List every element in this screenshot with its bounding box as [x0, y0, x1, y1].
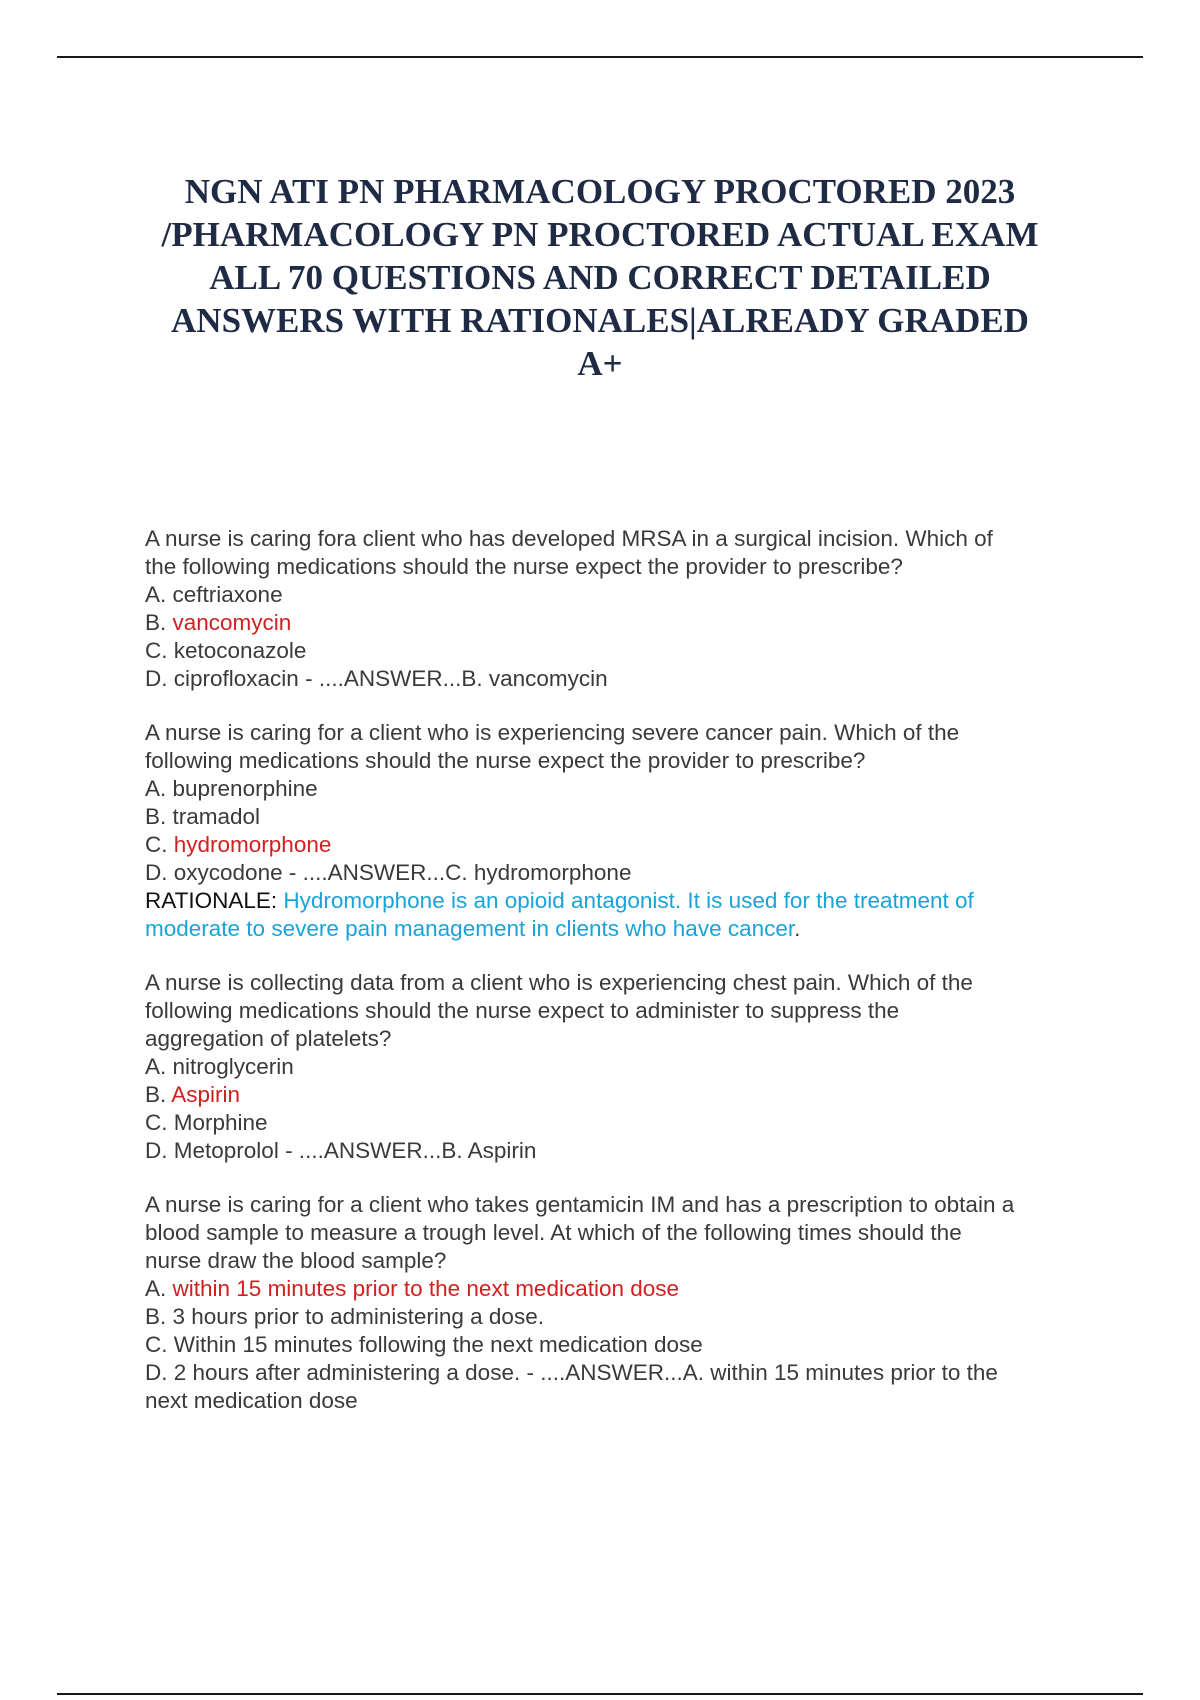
correct-answer: vancomycin	[172, 610, 292, 635]
option-b: B. vancomycin	[145, 610, 292, 635]
option-c: C. hydromorphone	[145, 832, 332, 857]
question-2	[145, 719, 1105, 943]
option-b: B. Aspirin	[145, 1082, 241, 1107]
question-stem: following medications should the nurse expect to administer to suppress the	[145, 998, 900, 1023]
option-a: A. buprenorphine	[145, 776, 318, 801]
title-line: ALL 70 QUESTIONS AND CORRECT DETAILED	[209, 258, 991, 297]
bottom-rule	[57, 1693, 1143, 1695]
correct-answer: Aspirin	[171, 1082, 241, 1107]
option-d-continuation: next medication dose	[145, 1388, 358, 1413]
rationale-text: Hydromorphone is an opioid antagonist. It is used for the treatment of	[283, 888, 974, 913]
question-3	[145, 969, 1105, 1165]
question-list	[145, 525, 1105, 1441]
option-b: B. 3 hours prior to administering a dose.	[145, 1304, 544, 1329]
option-d: D. oxycodone - ....ANSWER...C. hydromorphone	[145, 860, 632, 885]
document-title	[130, 170, 1070, 385]
question-1	[145, 525, 1105, 693]
question-stem: A nurse is caring fora client who has developed MRSA in a surgical incision. Which of	[145, 526, 993, 551]
question-stem: blood sample to measure a trough level. At which of the following times should the	[145, 1220, 962, 1245]
title-line: /PHARMACOLOGY PN PROCTORED ACTUAL EXAM	[161, 215, 1039, 254]
option-b: B. tramadol	[145, 804, 261, 829]
question-stem: A nurse is caring for a client who takes gentamicin IM and has a prescription to obtain a	[145, 1192, 1015, 1217]
title-line: NGN ATI PN PHARMACOLOGY PROCTORED 2023	[184, 172, 1016, 211]
title-line: A+	[577, 344, 623, 383]
question-stem: the following medications should the nurse expect the provider to prescribe?	[145, 554, 903, 579]
correct-answer: hydromorphone	[173, 832, 332, 857]
correct-answer: within 15 minutes prior to the next medication dose	[172, 1276, 680, 1301]
question-stem: following medications should the nurse expect the provider to prescribe?	[145, 748, 866, 773]
option-a: A. ceftriaxone	[145, 582, 283, 607]
question-stem: nurse draw the blood sample?	[145, 1248, 447, 1273]
rationale	[145, 887, 1105, 915]
question-stem: A nurse is collecting data from a client who is experiencing chest pain. Which of the	[145, 970, 973, 995]
question-stem: A nurse is caring for a client who is experiencing severe cancer pain. Which of the	[145, 720, 960, 745]
option-a: A. nitroglycerin	[145, 1054, 294, 1079]
top-rule	[57, 56, 1143, 58]
option-c: C. ketoconazole	[145, 638, 307, 663]
option-a: A. within 15 minutes prior to the next medication dose	[145, 1276, 680, 1301]
question-4	[145, 1191, 1105, 1415]
rationale: moderate to severe pain management in clients who have cancer.	[145, 916, 801, 941]
option-c: C. Morphine	[145, 1110, 268, 1135]
rationale-text: moderate to severe pain management in clients who have cancer	[145, 916, 795, 941]
option-d: D. 2 hours after administering a dose. - ....ANSWER...A. within 15 minutes prior to the	[145, 1360, 998, 1385]
option-d: D. Metoprolol - ....ANSWER...B. Aspirin	[145, 1138, 537, 1163]
rationale-label: RATIONALE:	[145, 888, 284, 913]
title-line: ANSWERS WITH RATIONALES|ALREADY GRADED	[171, 301, 1029, 340]
option-d: D. ciprofloxacin - ....ANSWER...B. vancomycin	[145, 666, 608, 691]
option-c: C. Within 15 minutes following the next medication dose	[145, 1332, 703, 1357]
question-stem: aggregation of platelets?	[145, 1026, 392, 1051]
